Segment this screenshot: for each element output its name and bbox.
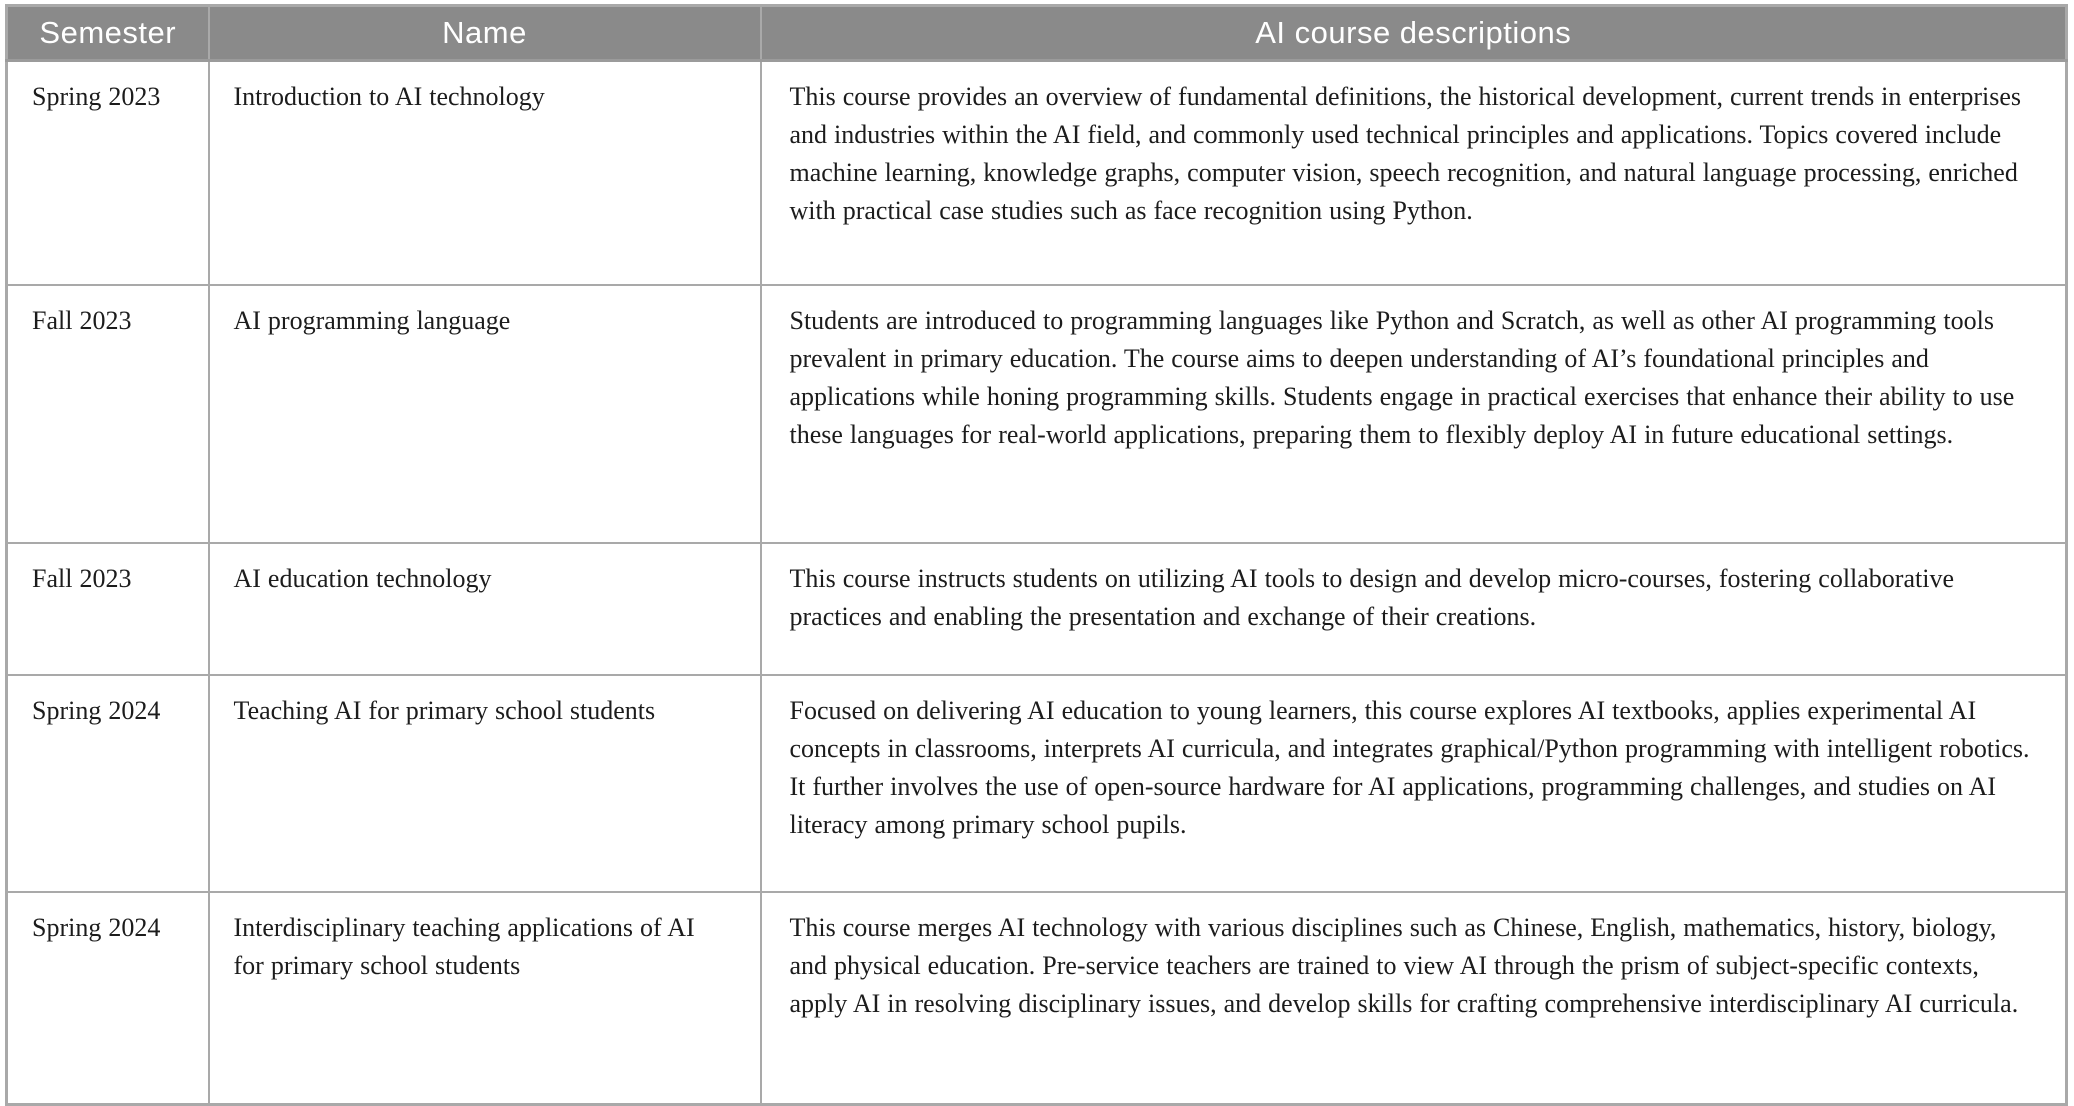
table-row <box>7 675 2067 892</box>
column-header-name: Name <box>209 6 761 61</box>
table-row <box>7 285 2067 543</box>
table-row <box>7 61 2067 286</box>
course-description-cell: This course provides an overview of fundamental definitions, the historical development, current trends in enterprises and industries within the AI field, and commonly used technical principles and applications. Topics covered include machine learning, knowledge graphs, computer vision, speech recognition, and natural language processing, enriched with practical case studies such as face recognition using Python. <box>761 61 2067 286</box>
table-body <box>7 61 2067 1105</box>
semester-cell: Spring 2024 <box>7 675 209 892</box>
column-header-semester: Semester <box>7 6 209 61</box>
course-name-cell: AI programming language <box>209 285 761 543</box>
table-row <box>7 543 2067 675</box>
table-row <box>7 892 2067 1105</box>
course-name-cell: Introduction to AI technology <box>209 61 761 286</box>
column-header-descriptions: AI course descriptions <box>761 6 2067 61</box>
course-name-cell: Teaching AI for primary school students <box>209 675 761 892</box>
table-header <box>7 6 2067 61</box>
course-description-cell: Focused on delivering AI education to young learners, this course explores AI textbooks, applies experimental AI concepts in classrooms, interprets AI curricula, and integrates graphical/Python programming with intelligent robotics. It further involves the use of open-source hardware for AI applications, programming challenges, and studies on AI literacy among primary school pupils. <box>761 675 2067 892</box>
semester-cell: Fall 2023 <box>7 285 209 543</box>
course-name-cell: Interdisciplinary teaching applications of AI for primary school students <box>209 892 761 1105</box>
semester-cell: Spring 2024 <box>7 892 209 1105</box>
course-description-cell: Students are introduced to programming languages like Python and Scratch, as well as other AI programming tools prevalent in primary education. The course aims to deepen understanding of AI’s foundational principles and applications while honing programming skills. Students engage in practical exercises that enhance their ability to use these languages for real-world applications, preparing them to flexibly deploy AI in future educational settings. <box>761 285 2067 543</box>
semester-cell: Spring 2023 <box>7 61 209 286</box>
semester-cell: Fall 2023 <box>7 543 209 675</box>
course-name-cell: AI education technology <box>209 543 761 675</box>
course-description-cell: This course merges AI technology with various disciplines such as Chinese, English, mathematics, history, biology, and physical education. Pre-service teachers are trained to view AI through the prism of subject-specific contexts, apply AI in resolving disciplinary issues, and develop skills for crafting comprehensive interdisciplinary AI curricula. <box>761 892 2067 1105</box>
course-description-cell: This course instructs students on utilizing AI tools to design and develop micro-courses, fostering collaborative practices and enabling the presentation and exchange of their creations. <box>761 543 2067 675</box>
ai-course-table <box>5 4 2068 1106</box>
header-row <box>7 6 2067 61</box>
